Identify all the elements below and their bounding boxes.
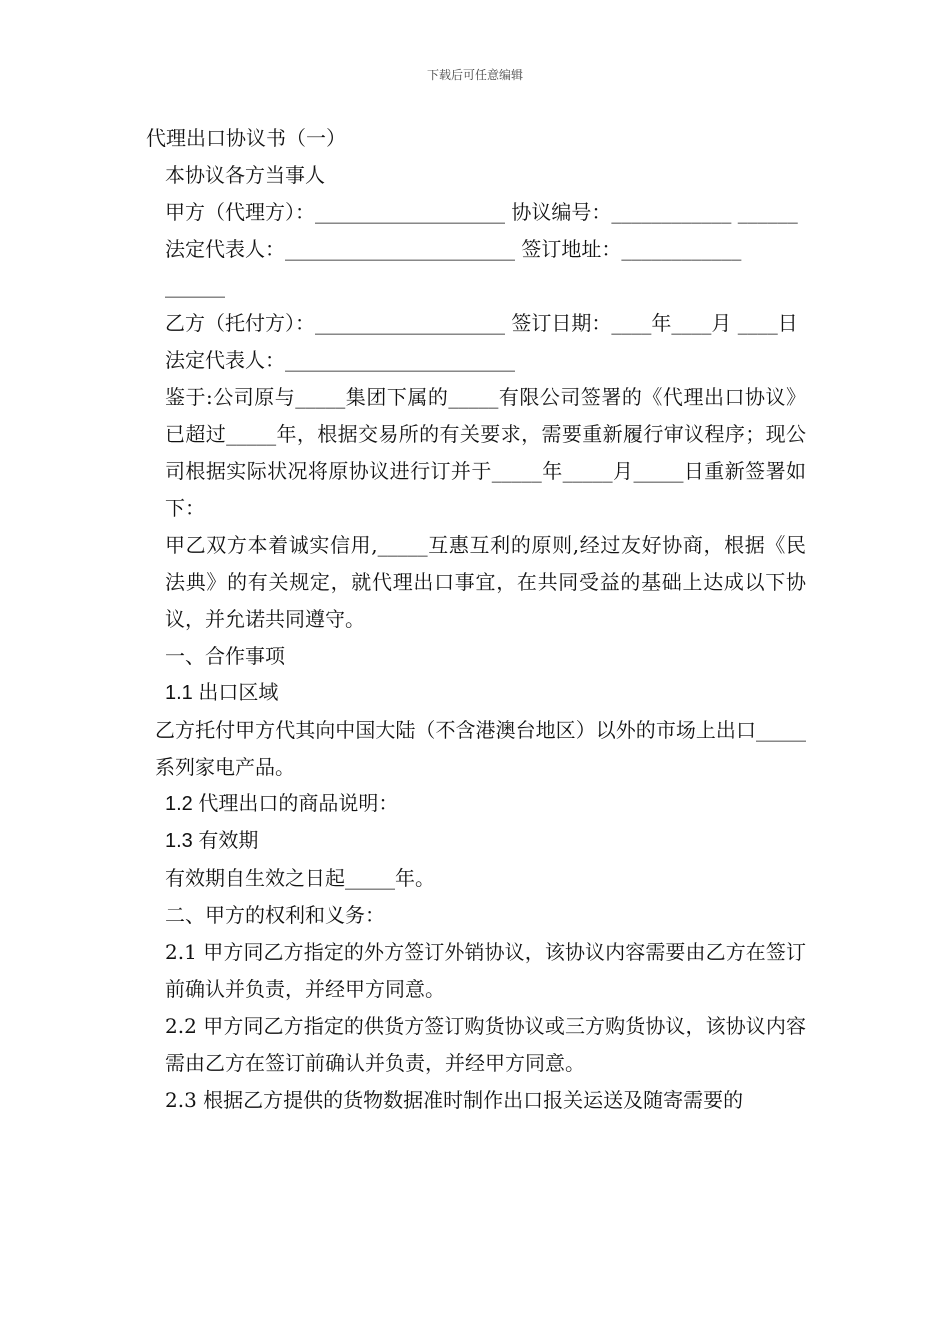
- paragraph-parties: 本协议各方当事人: [165, 163, 325, 187]
- document-body: [146, 120, 806, 1119]
- clause-2-3: 2.3 根据乙方提供的货物数据准时制作出口报关运送及随寄需要的: [165, 1088, 744, 1112]
- field-party-a: 甲方（代理方）：___________________ 协议编号：____________ ______: [165, 200, 798, 224]
- clause-1-1: 1.1 出口区域: [165, 682, 279, 704]
- clause-2-2: 2.2 甲方同乙方指定的供货方签订购货协议或三方购货协议，该协议内容需由乙方在签订前确认并负责，并经甲方同意。: [165, 1014, 806, 1075]
- paragraph-principles: 甲乙双方本着诚实信用,_____互惠互利的原则,经过友好协商，根据《民法典》的有关规定，就代理出口事宜，在共同受益的基础上达成以下协议，并允诺共同遵守。: [165, 533, 806, 631]
- field-legal-rep-a: 法定代表人：_______________________ 签订地址：____________ ______: [165, 237, 742, 298]
- page-header: 下载后可任意编辑: [426, 68, 523, 82]
- document-title: 代理出口协议书（一）: [146, 126, 346, 150]
- section-heading-2: 二、甲方的权利和义务：: [165, 903, 385, 927]
- section-heading-1: 一、合作事项: [165, 644, 285, 668]
- paragraph-whereas: 鉴于:公司原与_____集团下属的_____有限公司签署的《代理出口协议》已超过_____年，根据交易所的有关要求，需要重新履行审议程序；现公司根据实际状况将原协议进行订并于_____年_____月_____日重新签署如下：: [165, 385, 806, 520]
- clause-2-1: 2.1 甲方同乙方指定的外方签订外销协议，该协议内容需要由乙方在签订前确认并负责，并经甲方同意。: [165, 940, 806, 1001]
- field-legal-rep-b: 法定代表人：_______________________: [165, 348, 515, 372]
- clause-1-2: 1.2 代理出口的商品说明：: [165, 793, 399, 815]
- clause-1-3-body: 有效期自生效之日起_____年。: [165, 866, 435, 890]
- clause-1-3: 1.3 有效期: [165, 830, 259, 852]
- clause-1-1-body: 乙方托付甲方代其向中国大陆（不含港澳台地区）以外的市场上出口_____系列家电产品。: [155, 718, 806, 779]
- field-party-b: 乙方（托付方）：___________________ 签订日期：____年____月 ____日: [165, 311, 798, 335]
